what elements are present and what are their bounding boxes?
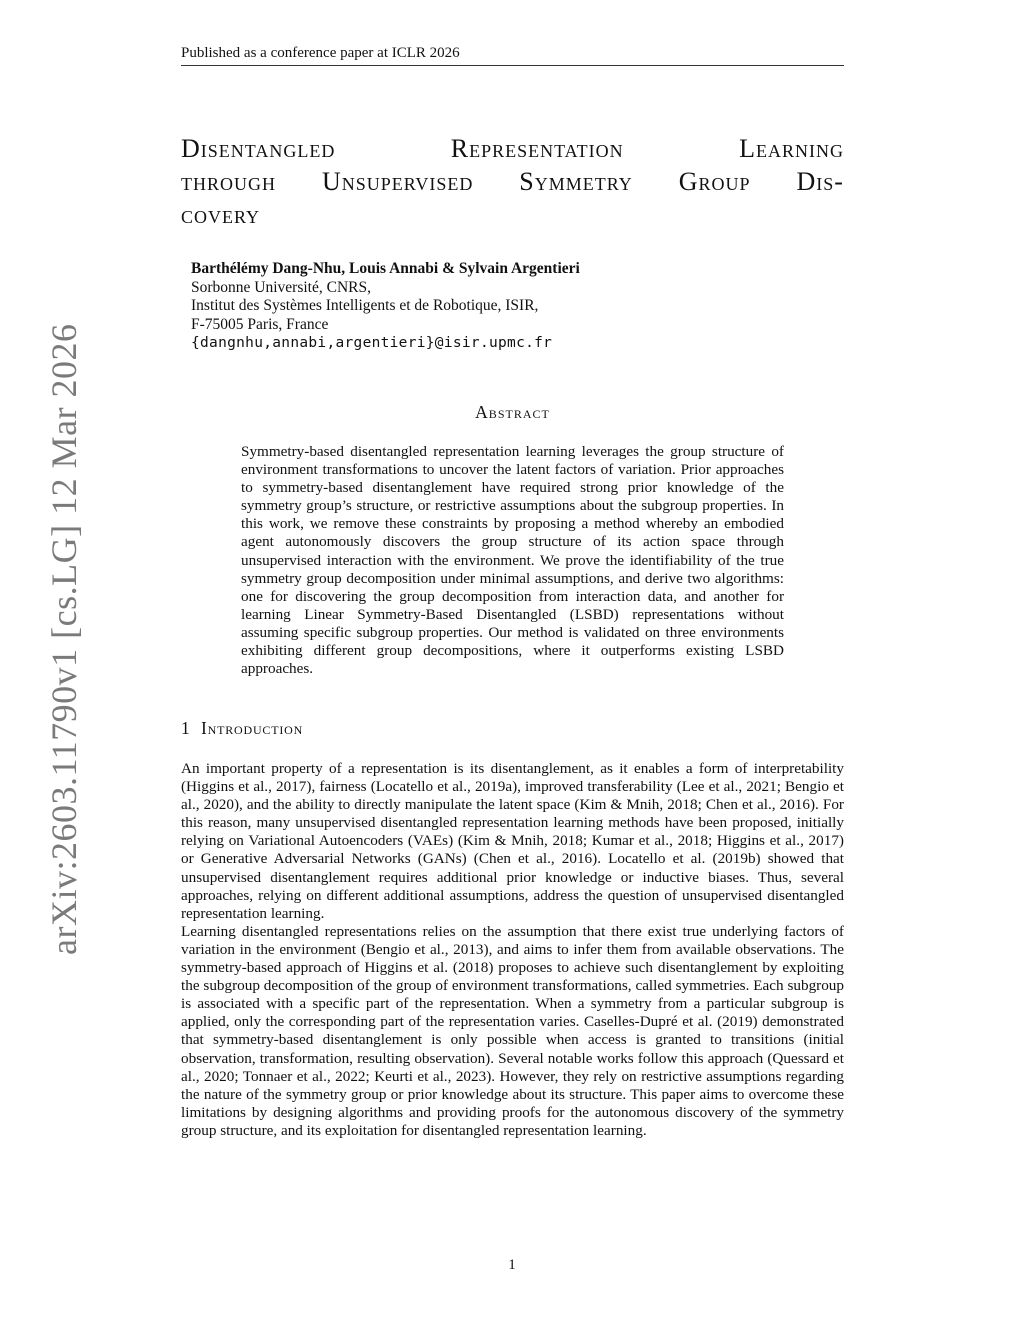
author-emails[interactable]: {dangnhu,annabi,argentieri}@isir.upmc.fr (191, 335, 553, 351)
running-header: Published as a conference paper at ICLR 2026 (181, 45, 460, 61)
arxiv-identifier: arXiv:2603.11790v1 [cs.LG] 12 Mar 2026 (44, 323, 84, 955)
section-heading-introduction (181, 718, 844, 739)
title-word: Group (678, 167, 751, 196)
title-word: Symmetry (519, 167, 633, 196)
title-word: Learning (739, 134, 844, 163)
title-word: Unsupervised (321, 167, 474, 196)
introduction-body (181, 760, 844, 1140)
paragraph: Learning disentangled representations relies on the assumption that there exist true underlying factors of variation in the environment (Bengio et al., 2013), and aims to infer them from available observations. The symmetry-based approach of Higgins et al. (2018) proposes to achieve such disentanglement by exploiting the subgroup decomposition of the group of environment transformations, called symmetries. Each subgroup is associated with a specific part of the representation. When a symmetry from a particular subgroup is applied, only the corresponding part of the representation varies. Caselles-Dupré et al. (2019) demonstrated that symmetry-based disentanglement is only possible when access is granted to transitions (initial observation, transformation, resulting observation). Several notable works follow this approach (Quessard et al., 2020; Tonnaer et al., 2022; Keurti et al., 2023). However, they rely on restrictive assumptions regarding the nature of the symmetry group or prior knowledge about its structure. This paper aims to overcome these limitations by designing algorithms and providing proofs for the autonomous discovery of the symmetry group structure, and its exploitation for disentangled representation learning. (181, 922, 844, 1139)
section-title: Introduction (201, 718, 304, 738)
title-word: through (181, 167, 276, 196)
abstract-heading: Abstract (475, 402, 550, 422)
paragraph: An important property of a representation is its disentanglement, as it enables a form of interpretability (Higgins et al., 2017), fairness (Locatello et al., 2019a), improved transferability (Lee et al., 2021; Bengio et al., 2020), and the ability to directly manipulate the latent space (Kim & Mnih, 2018; Chen et al., 2016). For this reason, many unsupervised disentangled representation learning methods have been proposed, initially relying on Variational Autoencoders (VAEs) (Kim & Mnih, 2018; Kumar et al., 2018; Higgins et al., 2017) or Generative Adversarial Networks (GANs) (Chen et al., 2016). Locatello et al. (2019b) showed that unsupervised disentanglement requires additional prior knowledge or inductive biases. Thus, several approaches, relying on different additional assumptions, address the question of unsupervised disentangled representation learning. (181, 760, 844, 922)
header-rule (181, 65, 844, 66)
title-word: Representation (450, 134, 624, 163)
section-number: 1 (181, 718, 191, 738)
author-names: Barthélémy Dang-Nhu, Louis Annabi & Sylvain Argentieri (191, 260, 580, 277)
affiliation-line: Sorbonne Université, CNRS, (191, 278, 371, 296)
affiliation-line: F-75005 Paris, France (191, 315, 329, 333)
page-number: 1 (508, 1257, 516, 1273)
title-line-2 (181, 165, 844, 198)
paper-title (181, 132, 844, 231)
abstract-text: Symmetry-based disentangled representation learning leverages the group structure of environment transformations to uncover the latent factors of variation. Prior approaches to symmetry-based disentanglement have required strong prior knowledge of the symmetry group’s structure, or restrictive assumptions about the subgroup properties. In this work, we remove these constraints by proposing a method whereby an embodied agent autonomously discovers the group structure of its action space through unsupervised interaction with the environment. We prove the identifiability of the true symmetry group decomposition under minimal assumptions, and derive two algorithms: one for discovering the group decomposition from interaction data, and another for learning Linear Symmetry-Based Disentangled (LSBD) representations without assuming specific subgroup properties. Our method is validated on three environments exhibiting different group decompositions, where it outperforms existing LSBD approaches. (241, 443, 784, 678)
affiliation-line: Institut des Systèmes Intelligents et de Robotique, ISIR, (191, 297, 539, 314)
author-block (191, 260, 791, 353)
title-line-3: covery (181, 200, 261, 229)
title-word: Dis- (796, 167, 844, 196)
title-line-1 (181, 132, 844, 165)
title-word: Disentangled (181, 134, 336, 163)
